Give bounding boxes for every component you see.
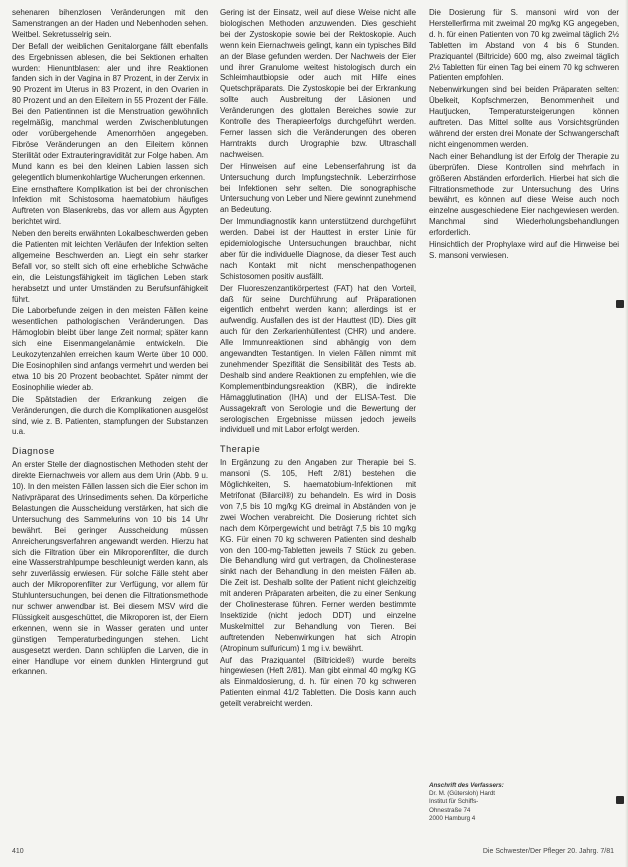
journal-footer: Die Schwester/Der Pfleger 20. Jahrg. 7/81 [482,848,614,855]
address-line: Ohnestraße 74 [429,806,471,814]
paragraph: Der Immundiagnostik kann unterstützend durchgeführt werden. Dabei ist der Hauttest in erster Linie für epidemiologische Untersuchungen brauchbar, nicht aber für die individuelle Diagnose, da dieser Test auch nach Kontakt mit nicht menschenpathogenen Schistosomen positiv ausfällt. [220,217,416,281]
paragraph: Der Fluoreszenzantikörpertest (FAT) hat den Vorteil, daß für seine Durchführung auf Präparationen eigentlich entbehrt werden kann; allerdings ist er aufwendig. Ausfallen des ist der Hauttest (ID). Dies gilt auch für den Zerkarienhüllentest (CHR) und andere. Alle Immunreaktionen sind abhängig von dem angewandten Testantigen. In vielen Fällen nimmt mit zunehmender Spezifität die Sensibilität des Tests ab. Deshalb sind andere Reaktionen zu empfehlen, wie die Komplementbindungsreaktion (KBR), die indirekte Hämagglutination (IHA) und der ELISA-Test. Die Aussagekraft von Serologie und die Bewertung der serologischen Ergebnisse müssen jedoch jeweils individuell und mit Labor erfolgt werden. [220,283,416,435]
text-column-right [429,8,619,822]
margin-mark-icon [616,796,624,804]
paragraph: Nebenwirkungen sind bei beiden Präparaten selten: Übelkeit, Kopfschmerzen, Benommenheit und Hautjucken, Temperatursteigerungen können auftreten. Das Mittel sollte aus Vorsichtsgründen während der ersten drei Monate der Schwangerschaft nicht eingenommen werden. [429,85,619,149]
paragraph: Die Spätstadien der Erkrankung zeigen die Veränderungen, die durch die Komplikationen ausgelöst sind, wie z. B. Patienten, stampfungen der Substanzen u.a. [12,394,208,437]
section-heading-therapie: Therapie [220,444,261,455]
paragraph: sehenaren bihenzlosen Veränderungen mit den Samenstrangen an der Haden und Nebenhoden sehen. Weitbel. Sekretusselrig sein. [12,8,208,39]
paragraph: Gering ist der Einsatz, weil auf diese Weise nicht alle biologischen Methoden anzuwenden. Dies geschieht bei der Zystoskopie sowie bei der Rektoskopie. Auch wenn kein Eiernachweis gelingt, kann ein typisches Bild an der Blase gefunden werden. Der Nachweis der Eier und ihrer Granulome weitest histologisch durch ein Schleimhautbiopsie oder auch mit Hilfe eines Quetschpräparats. Die Zystoskopie bei der Erkrankung sollte auch Ausbreitung der Läsionen und Veränderungen des glottalen Bereiches sowie zur Kontrolle des Therapieerfolgs durchgeführt werden. Ferner lassen sich die Veränderungen des oberen Harntrakts durch Urographie bzw. Ultraschall nachweisen. [220,8,416,159]
text-column-middle [220,8,416,711]
section-heading-diagnose: Diagnose [12,446,55,457]
text-column-left [12,8,208,679]
address-line: 2000 Hamburg 4 [429,814,476,822]
paragraph: Nach einer Behandlung ist der Erfolg der Therapie zu überprüfen. Diese Kontrollen sind mehrfach in größeren Abständen erforderlich. Hierbei hat sich die Filtrationsmethode zur Untersuchung des Urins bewährt, es können auf diese Weise auch noch einzelne ausgeschiedene Eier nachgewiesen werden. Manchmal sind Wiederholungsbehandlungen erforderlich. [429,151,619,238]
paragraph: Neben den bereits erwähnten Lokalbeschwerden geben die Patienten mit leichten Verläufen der Infektion selten allgemeine Beschwerden an. Liegt ein sehr starker Befall vor, so stellt sich oft eine erhebliche Schwäche ein, die Leistungsfähigkeit im täglichen Leben stark herabsetzt und unter Umständen zu Berufsunfähigkeit führt. [12,229,208,304]
paragraph: Der Hinweisen auf eine Lebenserfahrung ist da Untersuchung durch Impfungstechnik. Leberzirrhose bei Infektionen sehr selten. Die sonographische Untersuchung von Leber und Niere gewinnt zunehmend an Bedeutung. [220,161,416,215]
paragraph: An erster Stelle der diagnostischen Methoden steht der direkte Eiernachweis vor allem aus dem Urin (Abb. 9 u. 10). In den meisten Fällen lassen sich die Eier schon im Nativpräparat des Urinsediments sehen. Da körperliche Belastungen die Ausscheidung verstärken, hat sich die Untersuchung des Sammelurins von 10 bis 14 Uhr bewährt. Bei geringer Ausscheidung müssen Anreicherungsverfahren angewandt werden. Hierzu hat sich die Filtration über ein Mikroporenfilter, die durch eine Wasserstrahlpumpe beschleunigt werden kann, als sehr zuverlässig erwiesen. Für solche Fälle steht aber auch der Mikroporenfilter zur Verfügung, vor allem für Stuhluntersuchungen, bei denen die Filtrationsmethode nur schwer anwendbar ist. Bei diesem MSV wird die Flüssigkeit ausgeschüttet, die Mikroporen ist, der Eiern erkennen, wenn sie in Wasser geraten und unter günstigen Temperaturbedingungen stehen. Licht ausgesetzt werden. Dann schlüpfen die Larven, die in einer Handlupe vor einem dunklen Hintergrund gut erkannen. [12,460,208,677]
address-label: Anschrift des Verfassers: [429,782,504,789]
margin-mark-icon [616,300,624,308]
address-line: Institut für Schiffs- [429,798,479,806]
page-number: 410 [12,848,24,855]
paragraph: In Ergänzung zu den Angaben zur Therapie bei S. mansoni (S. 105, Heft 2/81) bestehen die Möglichkeiten, S. haematobium-Infektionen mit Metrifonat (Bilarcil®) zu behandeln. Es wird in Dosis von 7,5 bis 10 mg/kg KG dreimal in Abständen von je zwei Wochen verabreicht. Die Dosierung richtet sich nach dem Körpergewicht und beträgt 7,5 bis 10 mg/kg KG. Für einen 70 kg schweren Patienten sind deshalb von den 100-mg-Tabletten jeweils 7 Stück zu geben. Die Behandlung wird gut vertragen, da Cholinesterase sinkt nach der Behandlung in den meisten Fällen ab. Die Zeit ist. Deshalb sollte der Patient nicht gleichzeitig mit anderen Präparaten arbeiten, die zu einer Senkung der Cholinesterase führen. Ferner werden bestimmte Insektizide (nicht jedoch DDT) und einzelne Muskelmittel zur Behandlung von Tieren. Bei auftretenden Nebenwirkungen hat sich Atropin (Atropinum sulfuricum) 1 mg i.v. bewährt. [220,458,416,653]
paragraph: Die Dosierung für S. mansoni wird von der Herstellerfirma mit zweimal 20 mg/kg KG angegeben, d. h. für einen Patienten von 70 kg zweimal täglich 2½ Tabletten im Abstand von 4 bis 6 Stunden. Praziquantel (Biltricide) 600 mg, also zweimal täglich 2½ Tabletten für einen Tag bei einem 70 kg schweren Patienten empfohlen. [429,8,619,83]
address-line: Dr. M. (Gütersloh) Hardt [429,790,495,798]
paragraph: Eine ernsthaftere Komplikation ist bei der chronischen Infektion mit Schistosoma haematobium häufiges Auftreten von Blasenkrebs, das vor allem aus Ägypten berichtet wird. [12,184,208,227]
paragraph: Auf das Praziquantel (Biltricide®) wurde bereits hingewiesen (Heft 2/81). Man gibt einmal 40 mg/kg KG als Einmaldosierung, d. h. für einen 70 kg schweren Patienten einmal 41/2 Tabletten. Die Dosis kann auch geteilt verabreicht werden. [220,655,416,709]
paragraph: Hinsichtlich der Prophylaxe wird auf die Hinweise bei S. mansoni verwiesen. [429,240,619,260]
paragraph: Der Befall der weiblichen Genitalorgane fällt ebenfalls des Ergebnissen ablesen, die bei Sektionen erhalten wurden: Hienuntblasen: aler und ihre Reaktionen fanden sich in der Vagina in 87 Prozent, in der Zervix in 90 Prozent im Uterus in 83 Prozent, in den Ovarien in 80 Prozent und an den Eileitern in 55 Prozent der Fälle. Bei den Patientinnen ist die Menstruation gewöhnlich regelmäßig, manchmal werden Zwischenblutungen oder vorübergehende Amenorrhöen angegeben. Fibröse Veränderungen an den Eileitern können Sterilität oder Extrauteringravidität zur Folge haben. Am Mund kann es bei den kleinen Labien lassen sich gelegentlich blumenkohlartige Wucherungen erkennen. [12,41,208,182]
author-address [429,782,579,823]
paragraph: Die Laborbefunde zeigen in den meisten Fällen keine wesentlichen pathologischen Veränderungen. Das Hämoglobin bleibt über lange Zeit normal; später kann sich eine Eisenmangelanämie entwickeln. Die Leukozytenzahlen erreichen kaum Werte über 10 000. Die Eosinophilen sind anfangs vermehrt und werden bei etwa 10 bis 20 Prozent beobachtet. Später nimmt der Eosinophilie wieder ab. [12,306,208,392]
